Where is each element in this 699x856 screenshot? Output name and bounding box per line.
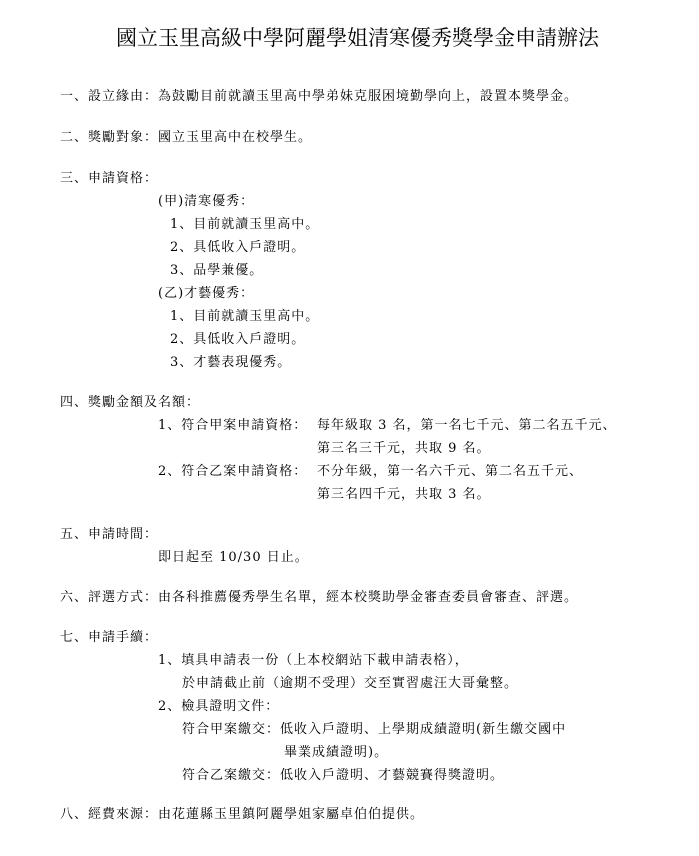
section-3-group-a-item-2: 2、具低收入戶證明。 bbox=[170, 240, 306, 255]
section-3-group-b-item-2: 2、具低收入戶證明。 bbox=[170, 332, 306, 347]
section-3-heading: 三、申請資格： bbox=[60, 171, 159, 186]
section-7-item-2-a-line-1: 符合甲案繳交：低收入戶證明、上學期成績證明(新生繳交國中 bbox=[182, 722, 567, 737]
section-5-body: 即日起至 10/30 日止。 bbox=[158, 550, 309, 565]
section-3-group-a-label: (甲)清寒優秀： bbox=[158, 194, 255, 209]
section-8-funding: 八、經費來源：由花蓮縣玉里鎮阿麗學姐家屬卓伯伯提供。 bbox=[60, 807, 425, 822]
section-3-group-a-item-3: 3、品學兼優。 bbox=[170, 263, 264, 278]
section-4-item-1-label: 1、符合甲案申請資格： bbox=[158, 418, 308, 433]
section-5-heading: 五、申請時間： bbox=[60, 527, 159, 542]
section-6-selection: 六、評選方式：由各科推薦優秀學生名單，經本校獎助學金審查委員會審查、評選。 bbox=[60, 590, 579, 605]
section-7-item-1-line-1: 1、填具申請表一份（上本校網站下載申請表格）， bbox=[158, 653, 469, 668]
section-4-item-1-line-2: 第三名三千元，共取 9 名。 bbox=[317, 441, 491, 456]
document-title: 國立玉里高級中學阿麗學姐清寒優秀獎學金申請辦法 bbox=[116, 26, 599, 50]
section-1-purpose: 一、設立緣由：為鼓勵目前就讀玉里高中學弟妹克服困境勤學向上，設置本獎學金。 bbox=[60, 89, 579, 104]
section-4-item-1-line-1: 每年級取 3 名，第一名七千元、第二名五千元、 bbox=[317, 418, 617, 433]
section-3-group-b-item-3: 3、才藝表現優秀。 bbox=[170, 355, 292, 370]
section-7-item-1-line-2: 於申請截止前（逾期不受理）交至實習處汪大哥彙整。 bbox=[182, 676, 519, 691]
section-7-heading: 七、申請手續： bbox=[60, 630, 159, 645]
section-7-item-2-label: 2、檢具證明文件： bbox=[158, 699, 280, 714]
section-3-group-a-item-1: 1、目前就讀玉里高中。 bbox=[170, 217, 320, 232]
section-7-item-2-b-line-1: 符合乙案繳交：低收入戶證明、才藝競賽得獎證明。 bbox=[182, 768, 505, 783]
section-3-group-b-item-1: 1、目前就讀玉里高中。 bbox=[170, 309, 320, 324]
section-7-item-2-a-line-2: 畢業成績證明)。 bbox=[284, 745, 389, 760]
section-4-heading: 四、獎勵金額及名額： bbox=[60, 395, 201, 410]
section-3-group-b-label: (乙)才藝優秀： bbox=[158, 286, 255, 301]
section-4-item-2-label: 2、符合乙案申請資格： bbox=[158, 464, 308, 479]
section-2-target: 二、獎勵對象：國立玉里高中在校學生。 bbox=[60, 130, 313, 145]
section-4-item-2-line-1: 不分年級，第一名六千元、第二名五千元、 bbox=[317, 464, 584, 479]
section-4-item-2-line-2: 第三名四千元，共取 3 名。 bbox=[317, 487, 491, 502]
